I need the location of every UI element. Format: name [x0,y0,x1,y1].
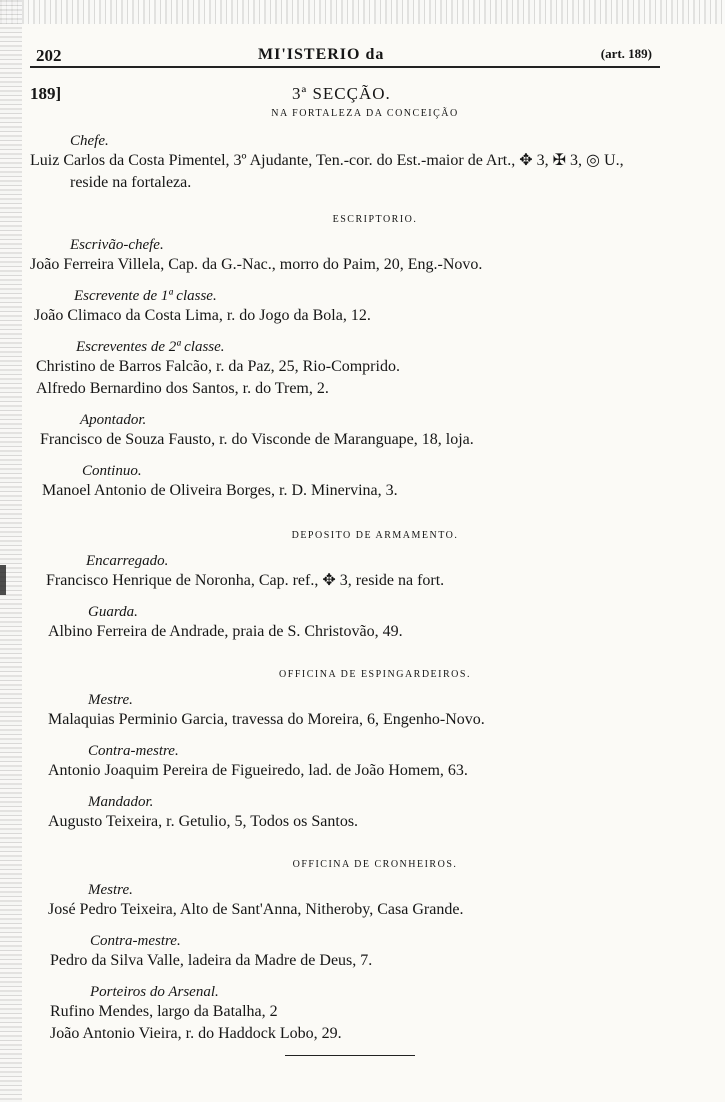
person-entry: João Ferreira Villela, Cap. da G.-Nac., morro do Paim, 20, Eng.-Novo. [30,256,483,273]
role-title: Escreventes de 2ª classe. [76,339,225,355]
article-reference: (art. 189) [600,46,652,61]
directory-block [30,669,660,833]
directory-block [30,859,660,1045]
page-number: 202 [36,46,62,65]
role-title: Mestre. [88,692,133,708]
section-number: 189] [30,84,62,103]
role-title: Contra-mestre. [88,743,179,759]
role-title: Contra-mestre. [90,933,181,949]
block-title: OFFICINA DE ESPINGARDEIROS. [279,669,471,680]
role-title: Encarregado. [86,553,169,569]
running-title: MI'ISTERIO da [258,46,385,63]
person-entry: Rufino Mendes, largo da Batalha, 2 [50,1003,278,1020]
person-entry: Luiz Carlos da Costa Pimentel, 3º Ajudante, Ten.-cor. do Est.-maior de Art., ✥ 3, ✠ 3, ◎ U., reside na fortaleza. [30,152,624,191]
role-title: Escrivão-chefe. [70,237,164,253]
running-header [30,40,660,68]
person-entry: Alfredo Bernardino dos Santos, r. do Trem, 2. [36,380,329,397]
block-title: ESCRIPTORIO. [332,214,418,225]
person-entry: Antonio Joaquim Pereira de Figueiredo, lad. de João Homem, 63. [48,762,468,779]
section-heading [30,84,660,108]
block-title: OFFICINA DE CRONHEIROS. [292,859,458,870]
person-entry: Manoel Antonio de Oliveira Borges, r. D. Minervina, 3. [42,482,398,499]
directory-block [30,530,660,643]
role-title: Mandador. [88,794,154,810]
person-entry: João Antonio Vieira, r. do Haddock Lobo, 29. [50,1025,342,1042]
directory-listing [30,133,660,1056]
role-title: Mestre. [88,882,133,898]
document-page [30,40,660,1056]
block-title: DEPOSITO DE ARMAMENTO. [291,530,459,541]
role-title: Porteiros do Arsenal. [90,984,219,1000]
role-title: Guarda. [88,604,138,620]
scan-edge-top [0,0,725,24]
role-title: Chefe. [70,133,109,149]
section-title: 3ª SECÇÃO. [292,84,391,103]
person-entry: Malaquias Perminio Garcia, travessa do Moreira, 6, Engenho-Novo. [48,711,485,728]
person-entry: Pedro da Silva Valle, ladeira da Madre de Deus, 7. [50,952,373,969]
person-entry: José Pedro Teixeira, Alto de Sant'Anna, Nitheroby, Casa Grande. [48,901,464,918]
closing-rule [285,1055,415,1056]
section-subtitle: NA FORTALEZA DA CONCEIÇÃO [271,108,459,119]
role-title: Continuo. [82,463,142,479]
role-title: Apontador. [80,412,147,428]
person-entry: Francisco de Souza Fausto, r. do Visconde de Maranguape, 18, loja. [40,431,474,448]
role-title: Escrevente de 1ª classe. [74,288,217,304]
scan-mark [0,565,6,595]
person-entry: Albino Ferreira de Andrade, praia de S. Christovão, 49. [48,623,403,640]
person-entry: Christino de Barros Falcão, r. da Paz, 25, Rio-Comprido. [36,358,400,375]
person-entry: Augusto Teixeira, r. Getulio, 5, Todos os Santos. [48,813,359,830]
person-entry: Francisco Henrique de Noronha, Cap. ref., ✥ 3, reside na fort. [46,572,445,589]
scan-edge-left [0,0,22,1102]
directory-block [30,214,660,502]
directory-block [30,133,660,194]
person-entry: João Climaco da Costa Lima, r. do Jogo da Bola, 12. [34,307,371,324]
